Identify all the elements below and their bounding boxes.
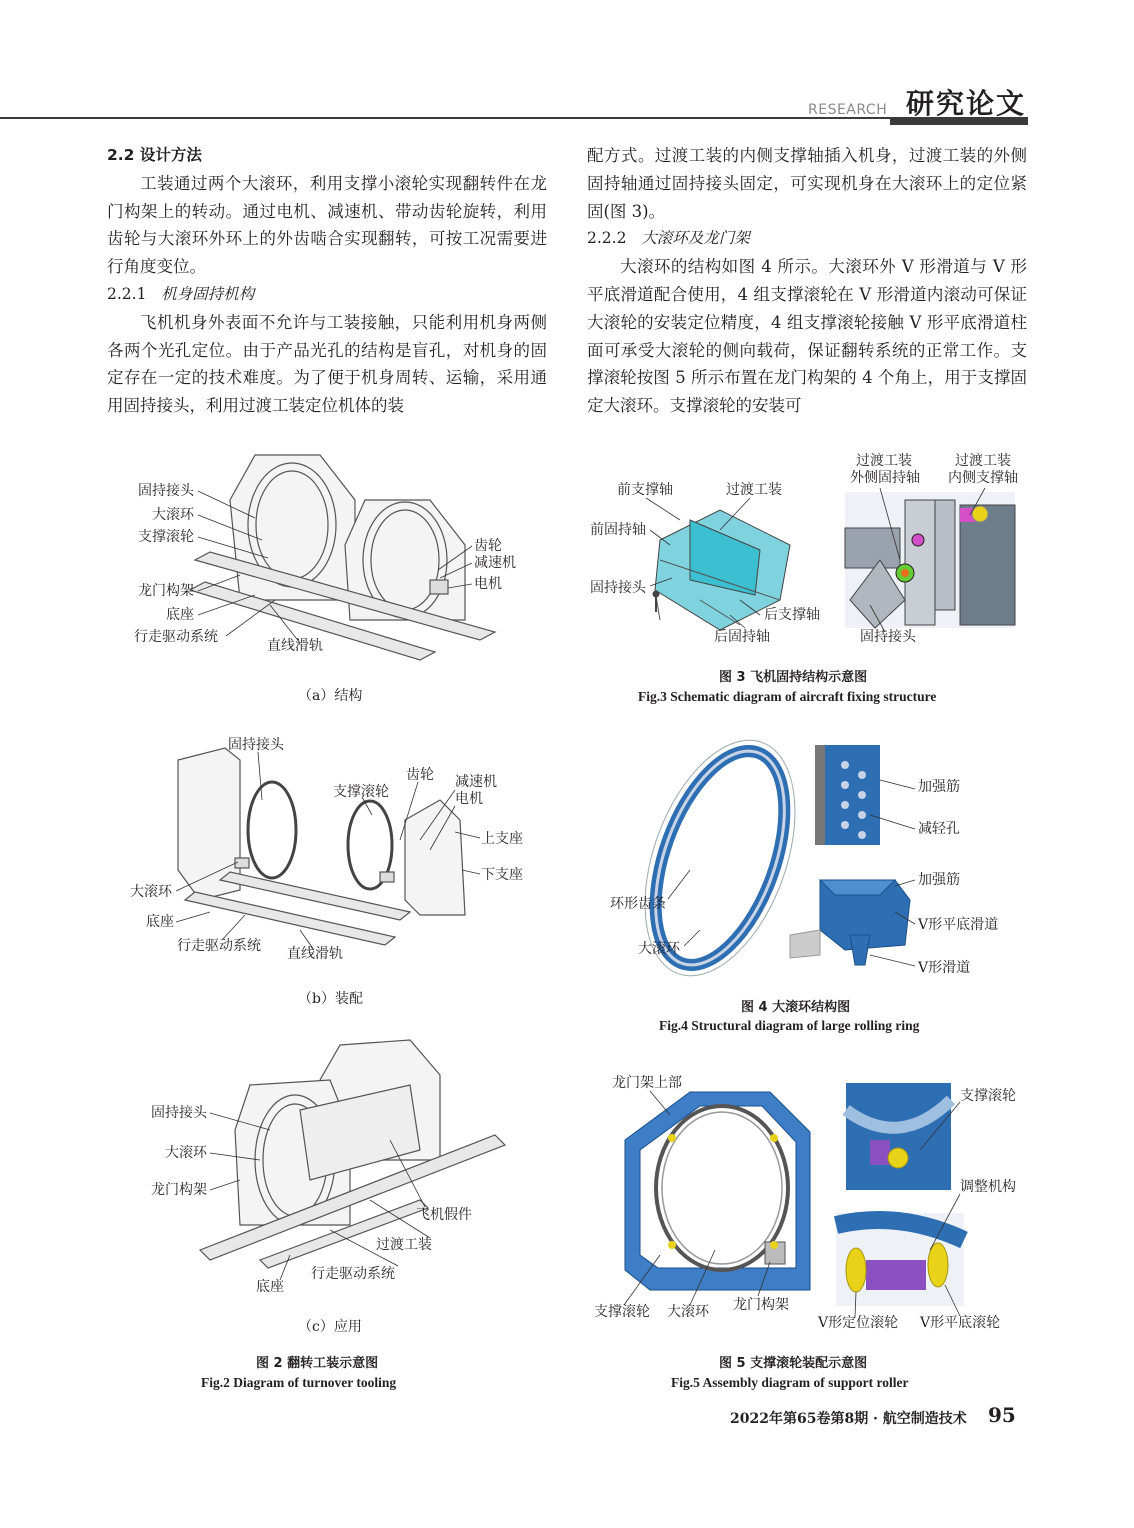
fig2a-label: 固持接头 [138,483,194,499]
fig3-label: 前支撑轴 [617,482,673,498]
fig5-label: 支撑滚轮 [594,1304,650,1320]
fig3-label: 前固持轴 [590,522,646,538]
fig2a-label: 电机 [474,576,502,592]
fig3-label: 固持接头 [860,629,916,645]
fig2b-subcaption: （b）装配 [298,991,363,1007]
fig2b-label: 上支座 [481,831,523,847]
fig5-label: V形平底滚轮 [920,1315,1001,1331]
fig2-caption-cn: 图 2 翻转工装示意图 [256,1356,379,1371]
fig5-label: 龙门构架 [733,1297,789,1313]
fig4-label: V形平底滑道 [918,917,999,933]
fig4-caption-cn: 图 4 大滚环结构图 [741,1000,851,1015]
fig2a-label: 支撑滚轮 [138,529,194,545]
header-title: 研究论文 [906,87,1027,120]
fig2c-label: 龙门构架 [151,1182,207,1198]
section-heading: 2.2 设计方法 [107,146,202,164]
fig2b-label: 下支座 [481,867,523,883]
subsection-number: 2.2.1 [107,284,147,303]
fig3-label: 过渡工装 [955,453,1011,469]
fig2b-label: 直线滑轨 [287,946,343,962]
fig4-label: V形滑道 [918,960,971,976]
fig2b-label: 大滚环 [130,884,172,900]
fig5-label: V形定位滚轮 [818,1315,899,1331]
fig2c-label: 固持接头 [151,1105,207,1121]
fig5-label: 龙门架上部 [612,1075,682,1091]
fig2c-label: 行走驱动系统 [311,1266,395,1282]
fig5-label: 调整机构 [960,1179,1016,1195]
fig2a-label: 齿轮 [474,538,502,554]
fig3-label: 外侧固持轴 [850,470,920,486]
fig2b-label: 电机 [455,791,483,807]
fig4-label: 减轻孔 [918,821,960,837]
fig3-label: 过渡工装 [856,453,912,469]
fig3-label: 后固持轴 [714,629,770,645]
fig2b-label: 齿轮 [406,767,434,783]
fig4-label: 加强筋 [918,779,960,795]
fig2b-label: 固持接头 [228,737,284,753]
fig2a-label: 大滚环 [152,507,194,523]
journal-footer: 2022年第65卷第8期 · 航空制造技术 [730,1411,967,1427]
fig5-caption-en: Fig.5 Assembly diagram of support roller [671,1375,909,1390]
paragraph: 配方式。过渡工装的内侧支撑轴插入机身，过渡工装的外侧固持轴通过固持接头固定，可实现机身在大滚环上的定位紧固(图 3)。 [587,146,1027,221]
fig2c-label: 飞机假件 [416,1207,472,1223]
fig3-label: 固持接头 [590,580,646,596]
fig5-caption-cn: 图 5 支撑滚轮装配示意图 [719,1356,868,1371]
fig2c-label: 大滚环 [165,1145,207,1161]
fig2b-label: 行走驱动系统 [177,938,261,954]
fig2-caption-en: Fig.2 Diagram of turnover tooling [201,1375,397,1390]
fig3-caption-cn: 图 3 飞机固持结构示意图 [719,670,868,685]
fig4-caption-en: Fig.4 Structural diagram of large rolling ring [659,1018,920,1033]
fig3-label: 内侧支撑轴 [948,470,1018,486]
subsection-number: 2.2.2 [587,229,627,248]
fig2a-label: 直线滑轨 [267,638,323,654]
fig5-label: 支撑滚轮 [960,1088,1016,1104]
paragraph: 大滚环的结构如图 4 所示。大滚环外 V 形滑道与 V 形平底滑道配合使用，4 组支撑滚轮在 V 形滑道内滚动可保证大滚轮的安装定位精度，4 组支撑滚轮接触 V 形平底滑道柱面可承受大滚轮的侧向载荷，保证翻转系统的正常工作。支撑滚轮按图 5 所示布置在龙门构架的 4 个角上，用于支撑固定大滚环。支撑滚轮的安装可 [587,257,1027,416]
subsection-title: 机身固持机构 [161,284,255,303]
header-research: RESEARCH [808,102,888,118]
subsection-title: 大滚环及龙门架 [641,229,750,248]
fig2b-label: 支撑滚轮 [333,784,389,800]
fig2a-label: 行走驱动系统 [134,629,218,645]
fig2a-label: 减速机 [474,555,516,571]
fig2a-label: 龙门构架 [138,583,194,599]
fig2c-label: 底座 [256,1279,284,1295]
fig2a-subcaption: （a）结构 [298,688,363,704]
fig2c-label: 过渡工装 [376,1237,432,1253]
paragraph: 飞机机身外表面不允许与工装接触，只能利用机身两侧各两个光孔定位。由于产品光孔的结构是盲孔，对机身的固定存在一定的技术难度。为了便于机身周转、运输，采用通用固持接头，利用过渡工装定位机体的装 [107,312,547,416]
fig4-label: 环形齿条 [610,896,666,912]
fig2a-label: 底座 [166,607,194,623]
fig3-label: 后支撑轴 [764,607,820,623]
fig2b-label: 底座 [146,914,174,930]
page-number: 95 [988,1403,1016,1427]
fig2c-subcaption: （c）应用 [298,1319,362,1335]
fig3-label: 过渡工装 [726,482,782,498]
fig2b-label: 减速机 [455,774,497,790]
fig5-label: 大滚环 [667,1304,709,1320]
fig4-label: 加强筋 [918,872,960,888]
paragraph: 工装通过两个大滚环，利用支撑小滚轮实现翻转件在龙门构架上的转动。通过电机、减速机、带动齿轮旋转，利用齿轮与大滚环外环上的外齿啮合实现翻转，可按工况需要进行角度变位。 [107,173,547,277]
fig4-label: 大滚环 [638,941,680,957]
fig3-caption-en: Fig.3 Schematic diagram of aircraft fixing structure [638,689,937,704]
